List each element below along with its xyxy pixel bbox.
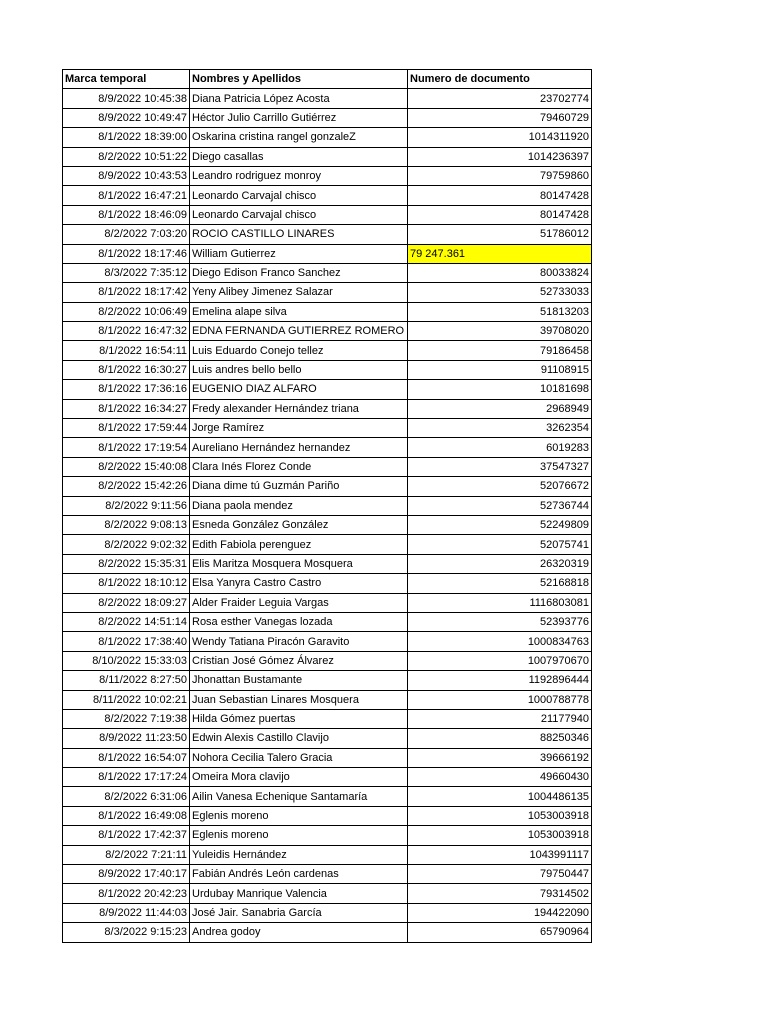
cell-numero-documento[interactable]: 52393776 [408,612,592,631]
table-row [63,554,592,573]
cell-nombres-apellidos[interactable]: Diana dime tú Guzmán Pariño [190,477,408,496]
cell-marca-temporal[interactable]: 8/2/2022 7:03:20 [63,225,190,244]
cell-numero-documento[interactable]: 91108915 [408,360,592,379]
cell-marca-temporal[interactable]: 8/1/2022 16:34:27 [63,399,190,418]
cell-nombres-apellidos[interactable]: Alder Fraider Leguia Vargas [190,593,408,612]
cell-numero-documento[interactable]: 1000788778 [408,690,592,709]
header-nombres-apellidos[interactable]: Nombres y Apellidos [190,70,408,89]
cell-numero-documento[interactable]: 80147428 [408,186,592,205]
cell-nombres-apellidos[interactable]: Omeira Mora clavijo [190,768,408,787]
cell-numero-documento[interactable]: 1014311920 [408,128,592,147]
cell-numero-documento[interactable]: 1053003918 [408,806,592,825]
spreadsheet [62,69,592,943]
cell-marca-temporal[interactable]: 8/11/2022 8:27:50 [63,671,190,690]
cell-numero-documento[interactable]: 6019283 [408,438,592,457]
cell-numero-documento[interactable]: 10181698 [408,380,592,399]
table-row [63,632,592,651]
cell-nombres-apellidos[interactable]: Eglenis moreno [190,826,408,845]
table-row [63,612,592,631]
cell-marca-temporal[interactable]: 8/9/2022 17:40:17 [63,865,190,884]
table-row [63,302,592,321]
table-row [63,128,592,147]
table-row [63,89,592,108]
cell-nombres-apellidos[interactable]: Diego Edison Franco Sanchez [190,263,408,282]
cell-numero-documento[interactable]: 52075741 [408,535,592,554]
cell-marca-temporal[interactable]: 8/1/2022 16:47:32 [63,322,190,341]
cell-numero-documento[interactable]: 79186458 [408,341,592,360]
cell-nombres-apellidos[interactable]: Fredy alexander Hernández triana [190,399,408,418]
table-row [63,244,592,263]
table-row [63,768,592,787]
cell-marca-temporal[interactable]: 8/9/2022 10:45:38 [63,89,190,108]
table-row [63,186,592,205]
cell-nombres-apellidos[interactable]: Yuleidis Hernández [190,845,408,864]
table-row [63,748,592,767]
cell-nombres-apellidos[interactable]: Edwin Alexis Castillo Clavijo [190,729,408,748]
table-row [63,865,592,884]
cell-marca-temporal[interactable]: 8/2/2022 10:51:22 [63,147,190,166]
cell-numero-documento[interactable]: 80033824 [408,263,592,282]
cell-nombres-apellidos[interactable]: Urdubay Manrique Valencia [190,884,408,903]
cell-marca-temporal[interactable]: 8/3/2022 7:35:12 [63,263,190,282]
cell-marca-temporal[interactable]: 8/10/2022 15:33:03 [63,651,190,670]
cell-marca-temporal[interactable]: 8/1/2022 16:49:08 [63,806,190,825]
table-row [63,884,592,903]
cell-numero-documento[interactable]: 79314502 [408,884,592,903]
cell-marca-temporal[interactable]: 8/1/2022 18:10:12 [63,574,190,593]
cell-nombres-apellidos[interactable]: Ailin Vanesa Echenique Santamaría [190,787,408,806]
cell-marca-temporal[interactable]: 8/2/2022 6:31:06 [63,787,190,806]
cell-numero-documento[interactable]: 79 247.361 [408,244,592,263]
cell-numero-documento[interactable]: 1007970670 [408,651,592,670]
cell-numero-documento[interactable]: 39708020 [408,322,592,341]
table-row [63,419,592,438]
cell-nombres-apellidos[interactable]: Diego casallas [190,147,408,166]
cell-nombres-apellidos[interactable]: Juan Sebastian Linares Mosquera [190,690,408,709]
cell-numero-documento[interactable]: 79460729 [408,108,592,127]
cell-marca-temporal[interactable]: 8/2/2022 18:09:27 [63,593,190,612]
cell-marca-temporal[interactable]: 8/1/2022 16:47:21 [63,186,190,205]
table-row [63,108,592,127]
cell-nombres-apellidos[interactable]: Oskarina cristina rangel gonzaleZ [190,128,408,147]
cell-numero-documento[interactable]: 1000834763 [408,632,592,651]
cell-numero-documento[interactable]: 1014236397 [408,147,592,166]
cell-marca-temporal[interactable]: 8/2/2022 15:40:08 [63,457,190,476]
cell-marca-temporal[interactable]: 8/9/2022 10:49:47 [63,108,190,127]
cell-marca-temporal[interactable]: 8/1/2022 16:54:07 [63,748,190,767]
table-row [63,147,592,166]
cell-numero-documento[interactable]: 21177940 [408,709,592,728]
cell-marca-temporal[interactable]: 8/2/2022 14:51:14 [63,612,190,631]
cell-marca-temporal[interactable]: 8/9/2022 10:43:53 [63,166,190,185]
cell-nombres-apellidos[interactable]: Leonardo Carvajal chisco [190,205,408,224]
cell-numero-documento[interactable]: 52249809 [408,515,592,534]
cell-numero-documento[interactable]: 1004486135 [408,787,592,806]
table-row [63,826,592,845]
header-numero-documento[interactable]: Numero de documento [408,70,592,89]
cell-nombres-apellidos[interactable]: Fabián Andrés León cardenas [190,865,408,884]
cell-marca-temporal[interactable]: 8/9/2022 11:44:03 [63,903,190,922]
cell-numero-documento[interactable]: 2968949 [408,399,592,418]
table-row [63,477,592,496]
cell-nombres-apellidos[interactable]: Edith Fabiola perenguez [190,535,408,554]
cell-nombres-apellidos[interactable]: Héctor Julio Carrillo Gutiérrez [190,108,408,127]
table-row [63,903,592,922]
table-row [63,283,592,302]
table-row [63,574,592,593]
cell-numero-documento[interactable]: 1043991117 [408,845,592,864]
table-row [63,729,592,748]
table-row [63,166,592,185]
cell-marca-temporal[interactable]: 8/9/2022 11:23:50 [63,729,190,748]
cell-marca-temporal[interactable]: 8/1/2022 20:42:23 [63,884,190,903]
cell-nombres-apellidos[interactable]: Wendy Tatiana Piracón Garavito [190,632,408,651]
cell-numero-documento[interactable]: 3262354 [408,419,592,438]
cell-numero-documento[interactable]: 37547327 [408,457,592,476]
cell-numero-documento[interactable]: 88250346 [408,729,592,748]
cell-marca-temporal[interactable]: 8/1/2022 18:39:00 [63,128,190,147]
cell-nombres-apellidos[interactable]: Nohora Cecilia Talero Gracia [190,748,408,767]
cell-numero-documento[interactable]: 26320319 [408,554,592,573]
cell-nombres-apellidos[interactable]: Eglenis moreno [190,806,408,825]
cell-marca-temporal[interactable]: 8/1/2022 18:46:09 [63,205,190,224]
cell-numero-documento[interactable]: 52733033 [408,283,592,302]
cell-marca-temporal[interactable]: 8/1/2022 18:17:42 [63,283,190,302]
cell-numero-documento[interactable]: 23702774 [408,89,592,108]
table-row [63,806,592,825]
cell-marca-temporal[interactable]: 8/1/2022 17:38:40 [63,632,190,651]
data-table [62,69,592,943]
cell-marca-temporal[interactable]: 8/1/2022 17:17:24 [63,768,190,787]
cell-nombres-apellidos[interactable]: Jhonattan Bustamante [190,671,408,690]
table-row [63,457,592,476]
cell-nombres-apellidos[interactable]: Emelina alape silva [190,302,408,321]
cell-nombres-apellidos[interactable]: Leonardo Carvajal chisco [190,186,408,205]
table-row [63,651,592,670]
cell-marca-temporal[interactable]: 8/2/2022 9:08:13 [63,515,190,534]
cell-nombres-apellidos[interactable]: Andrea godoy [190,923,408,942]
cell-marca-temporal[interactable]: 8/2/2022 9:02:32 [63,535,190,554]
cell-marca-temporal[interactable]: 8/2/2022 15:42:26 [63,477,190,496]
cell-marca-temporal[interactable]: 8/2/2022 9:11:56 [63,496,190,515]
header-row [63,70,592,89]
cell-marca-temporal[interactable]: 8/3/2022 9:15:23 [63,923,190,942]
cell-marca-temporal[interactable]: 8/1/2022 18:17:46 [63,244,190,263]
cell-nombres-apellidos[interactable]: William Gutierrez [190,244,408,263]
cell-numero-documento[interactable]: 52076672 [408,477,592,496]
cell-marca-temporal[interactable]: 8/1/2022 17:59:44 [63,419,190,438]
cell-numero-documento[interactable]: 1053003918 [408,826,592,845]
cell-nombres-apellidos[interactable]: Elis Maritza Mosquera Mosquera [190,554,408,573]
cell-marca-temporal[interactable]: 8/1/2022 17:36:16 [63,380,190,399]
cell-nombres-apellidos[interactable]: Luis andres bello bello [190,360,408,379]
cell-nombres-apellidos[interactable]: Clara Inés Florez Conde [190,457,408,476]
cell-nombres-apellidos[interactable]: Diana paola mendez [190,496,408,515]
cell-nombres-apellidos[interactable]: Esneda González González [190,515,408,534]
table-row [63,205,592,224]
table-body [63,89,592,942]
table-row [63,341,592,360]
cell-numero-documento[interactable]: 52168818 [408,574,592,593]
header-marca-temporal[interactable]: Marca temporal [63,70,190,89]
table-row [63,263,592,282]
cell-nombres-apellidos[interactable]: Yeny Alibey Jimenez Salazar [190,283,408,302]
cell-numero-documento[interactable]: 51813203 [408,302,592,321]
table-row [63,923,592,942]
cell-nombres-apellidos[interactable]: José Jair. Sanabria García [190,903,408,922]
cell-marca-temporal[interactable]: 8/1/2022 17:19:54 [63,438,190,457]
cell-marca-temporal[interactable]: 8/2/2022 7:21:11 [63,845,190,864]
cell-nombres-apellidos[interactable]: Jorge Ramírez [190,419,408,438]
cell-marca-temporal[interactable]: 8/2/2022 7:19:38 [63,709,190,728]
cell-nombres-apellidos[interactable]: Hilda Gómez puertas [190,709,408,728]
cell-nombres-apellidos[interactable]: Cristian José Gómez Álvarez [190,651,408,670]
cell-numero-documento[interactable]: 80147428 [408,205,592,224]
cell-numero-documento[interactable]: 194422090 [408,903,592,922]
table-row [63,438,592,457]
cell-marca-temporal[interactable]: 8/1/2022 16:54:11 [63,341,190,360]
table-row [63,535,592,554]
cell-numero-documento[interactable]: 79750447 [408,865,592,884]
table-row [63,515,592,534]
table-row [63,322,592,341]
table-row [63,360,592,379]
cell-numero-documento[interactable]: 51786012 [408,225,592,244]
table-row [63,671,592,690]
table-row [63,225,592,244]
table-row [63,380,592,399]
cell-numero-documento[interactable]: 1192896444 [408,671,592,690]
cell-nombres-apellidos[interactable]: EUGENIO DIAZ ALFARO [190,380,408,399]
table-row [63,787,592,806]
cell-numero-documento[interactable]: 49660430 [408,768,592,787]
table-row [63,845,592,864]
cell-numero-documento[interactable]: 65790964 [408,923,592,942]
cell-numero-documento[interactable]: 79759860 [408,166,592,185]
cell-marca-temporal[interactable]: 8/2/2022 10:06:49 [63,302,190,321]
cell-marca-temporal[interactable]: 8/11/2022 10:02:21 [63,690,190,709]
cell-marca-temporal[interactable]: 8/2/2022 15:35:31 [63,554,190,573]
table-row [63,496,592,515]
cell-marca-temporal[interactable]: 8/1/2022 17:42:37 [63,826,190,845]
table-row [63,593,592,612]
cell-nombres-apellidos[interactable]: EDNA FERNANDA GUTIERREZ ROMERO [190,322,408,341]
cell-marca-temporal[interactable]: 8/1/2022 16:30:27 [63,360,190,379]
cell-nombres-apellidos[interactable]: Diana Patricia López Acosta [190,89,408,108]
cell-nombres-apellidos[interactable]: Leandro rodriguez monroy [190,166,408,185]
table-row [63,399,592,418]
table-row [63,690,592,709]
cell-numero-documento[interactable]: 39666192 [408,748,592,767]
cell-nombres-apellidos[interactable]: Aureliano Hernández hernandez [190,438,408,457]
cell-nombres-apellidos[interactable]: Elsa Yanyra Castro Castro [190,574,408,593]
cell-nombres-apellidos[interactable]: Rosa esther Vanegas lozada [190,612,408,631]
cell-nombres-apellidos[interactable]: Luis Eduardo Conejo tellez [190,341,408,360]
cell-numero-documento[interactable]: 52736744 [408,496,592,515]
cell-numero-documento[interactable]: 1116803081 [408,593,592,612]
cell-nombres-apellidos[interactable]: ROCIO CASTILLO LINARES [190,225,408,244]
table-row [63,709,592,728]
